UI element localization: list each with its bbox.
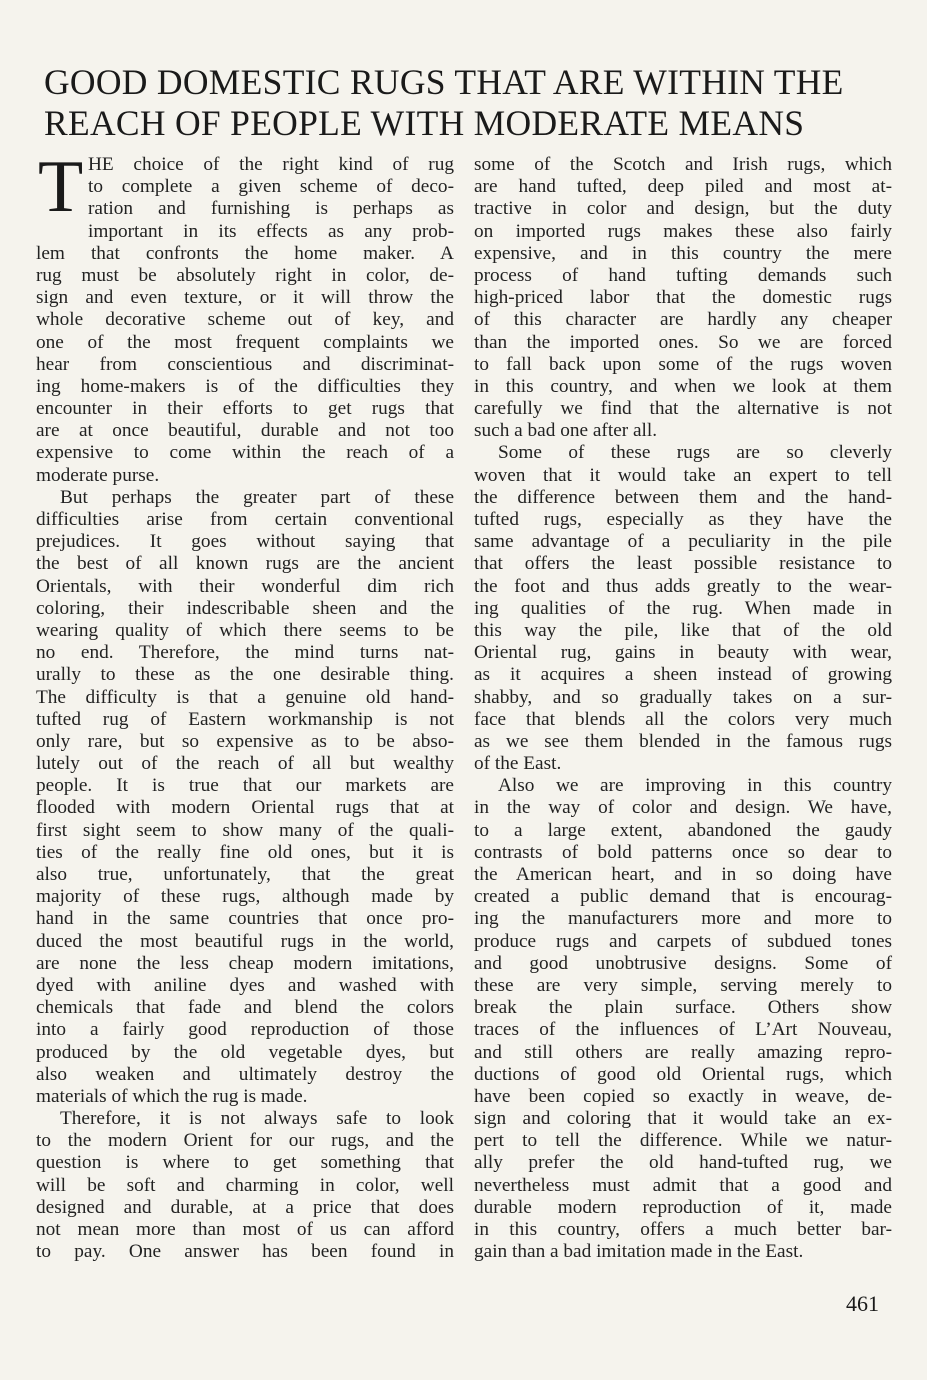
text-line: to complete a given scheme of deco- [88, 176, 454, 198]
text-line: difficulties arise from certain conventional [36, 509, 454, 530]
text-line: face that blends all the colors very much [474, 708, 892, 730]
text-line: these are very simple, serving merely to [474, 974, 892, 996]
paragraph-1 [36, 146, 454, 487]
text-line: have been copied so exactly in weave, de- [474, 1085, 892, 1107]
text-line: wearing quality of which there seems to be [36, 619, 454, 641]
text-line: majority of these rugs, although made by [36, 886, 454, 908]
text-line: ties of the really fine old ones, but it is [36, 841, 454, 863]
text-line: in this country, offers a much better bar- [474, 1219, 892, 1240]
text-line: whole decorative scheme out of key, and [36, 309, 454, 331]
text-line: break the plain surface. Others show [474, 997, 892, 1019]
text-line: in this country, and when we look at them [474, 375, 892, 397]
text-line: prejudices. It goes without saying that [36, 531, 454, 553]
text-line: tractive in color and design, but the duty [474, 198, 892, 220]
text-line: chemicals that fade and blend the colors [36, 997, 454, 1019]
text-line: also true, unfortunately, that the great [36, 864, 454, 885]
text-line: as it acquires a sheen instead of growing [474, 664, 892, 686]
text-line: urally to these as the one desirable thing. [36, 664, 454, 686]
text-line: than the imported ones. So we are forced [474, 331, 892, 353]
text-line: people. It is true that our markets are [36, 775, 454, 797]
text-line: to a large extent, abandoned the gaudy [474, 819, 892, 841]
text-line: are at once beautiful, durable and not too [36, 420, 454, 442]
text-line: to the modern Orient for our rugs, and the [36, 1130, 454, 1152]
text-line: woven that it would take an expert to tell [474, 464, 892, 486]
text-line: as we see them blended in the famous rugs [474, 730, 892, 752]
drop-cap-letter: T [38, 146, 84, 228]
text-line: of this character are hardly any cheaper [474, 309, 892, 331]
text-line: rug must be absolutely right in color, de- [36, 264, 454, 286]
text-line: ally prefer the old hand-tufted rug, we [474, 1152, 892, 1174]
text-line: also weaken and ultimately destroy the [36, 1063, 454, 1085]
text-line: traces of the influences of L’Art Nouveau, [474, 1019, 892, 1041]
text-line: Orientals, with their wonderful dim rich [36, 575, 454, 597]
text-line: one of the most frequent complaints we [36, 331, 454, 353]
text-line: in the way of color and design. We have, [474, 797, 892, 819]
page-number: 461 [846, 1291, 879, 1316]
text-line: tufted rug of Eastern workmanship is not [36, 708, 454, 730]
text-line: designed and durable, at a price that does [36, 1196, 454, 1218]
text-line: ration and furnishing is perhaps as [88, 198, 454, 220]
text-line: will be soft and charming in color, well [36, 1174, 454, 1196]
text-line: hand in the same countries that once pro- [36, 908, 454, 930]
text-line: shabby, and so gradually takes on a sur- [474, 686, 892, 708]
text-line: this way the pile, like that of the old [474, 619, 892, 641]
text-line: same advantage of a peculiarity in the pile [474, 531, 892, 553]
text-line: that offers the least possible resistance to [474, 553, 892, 575]
text-line: coloring, their indescribable sheen and the [36, 597, 454, 619]
text-line: important in its effects as any prob- [88, 220, 454, 242]
text-line: are none the less cheap modern imitations, [36, 952, 454, 974]
text-line: duced the most beautiful rugs in the world, [36, 930, 454, 952]
text-line: gain than a bad imitation made in the East. [474, 1241, 804, 1263]
text-line: such a bad one after all. [474, 420, 658, 442]
paragraph-4 [474, 154, 892, 442]
text-line: lutely out of the reach of all but wealthy [36, 753, 454, 775]
text-line: only rare, but so expensive as to be abso- [36, 730, 454, 752]
text-line: Also we are improving in this country [498, 775, 892, 797]
text-line: question is where to get something that [36, 1152, 454, 1174]
text-line: produce rugs and carpets of subdued tones [474, 930, 892, 952]
text-line: no end. Therefore, the mind turns nat- [36, 642, 454, 664]
text-line: the difference between them and the hand- [474, 486, 892, 508]
text-line: not mean more than most of us can afford [36, 1219, 454, 1240]
text-line: of the East. [474, 753, 562, 775]
text-line: sign and coloring that it would take an ex- [474, 1108, 892, 1130]
text-line: ing the manufacturers more and more to [474, 908, 892, 930]
paragraph-2 [36, 487, 454, 1108]
text-line: dyed with aniline dyes and washed with [36, 974, 454, 996]
headline-line-2: REACH OF PEOPLE WITH MODERATE MEANS [44, 103, 805, 143]
text-line: Oriental rug, gains in beauty with wear, [474, 642, 892, 664]
headline-line-1: GOOD DOMESTIC RUGS THAT ARE WITHIN THE [44, 62, 844, 102]
text-line: high-priced labor that the domestic rugs [474, 287, 892, 309]
text-line: to pay. One answer has been found in [36, 1241, 454, 1263]
text-line: and still others are really amazing repro- [474, 1041, 892, 1063]
text-line: encounter in their efforts to get rugs that [36, 398, 454, 420]
text-line: hear from conscientious and discriminat- [36, 353, 454, 375]
text-line: But perhaps the greater part of these [60, 486, 454, 508]
text-line: produced by the old vegetable dyes, but [36, 1041, 454, 1063]
text-line: durable modern reproduction of it, made [474, 1196, 892, 1218]
text-line: The difficulty is that a genuine old hand- [36, 686, 454, 708]
text-line: into a fairly good reproduction of those [36, 1019, 454, 1041]
text-line: the best of all known rugs are the ancient [36, 553, 454, 575]
text-line: nevertheless must admit that a good and [474, 1174, 892, 1196]
text-line: on imported rugs makes these also fairly [474, 220, 892, 242]
text-line: and good unobtrusive designs. Some of [474, 952, 892, 974]
article-headline [44, 62, 894, 144]
text-line: contrasts of bold patterns once so dear to [474, 841, 892, 863]
right-text-column [474, 154, 892, 1263]
text-line: tufted rugs, especially as they have the [474, 509, 892, 530]
text-line: Some of these rugs are so cleverly [498, 442, 892, 464]
text-line: expensive to come within the reach of a [36, 442, 454, 464]
text-line: created a public demand that is encourag- [474, 886, 892, 908]
text-line: sign and even texture, or it will throw the [36, 287, 454, 309]
text-line: pert to tell the difference. While we natur- [474, 1130, 892, 1152]
text-line: materials of which the rug is made. [36, 1085, 308, 1107]
text-line: first sight seem to show many of the quali- [36, 819, 454, 841]
text-line: HE choice of the right kind of rug [88, 154, 454, 175]
text-line: some of the Scotch and Irish rugs, which [474, 154, 892, 175]
text-line: lem that confronts the home maker. A [36, 242, 454, 264]
paragraph-3 [36, 1108, 454, 1263]
text-line: ductions of good old Oriental rugs, which [474, 1063, 892, 1085]
paragraph-5 [474, 442, 892, 775]
text-line: ing qualities of the rug. When made in [474, 597, 892, 619]
text-line: are hand tufted, deep piled and most at- [474, 176, 892, 198]
text-line: the American heart, and in so doing have [474, 864, 892, 885]
paragraph-6 [474, 775, 892, 1263]
text-line: Therefore, it is not always safe to look [60, 1108, 454, 1130]
text-line: to fall back upon some of the rugs woven [474, 353, 892, 375]
text-line: ing home-makers is of the difficulties they [36, 375, 454, 397]
text-line: carefully we find that the alternative is not [474, 398, 892, 420]
text-line: expensive, and in this country the mere [474, 242, 892, 264]
text-line: the foot and thus adds greatly to the wear- [474, 575, 892, 597]
text-line: process of hand tufting demands such [474, 264, 892, 286]
text-line: moderate purse. [36, 464, 160, 486]
text-line: flooded with modern Oriental rugs that at [36, 797, 454, 819]
left-text-column [36, 146, 454, 1263]
